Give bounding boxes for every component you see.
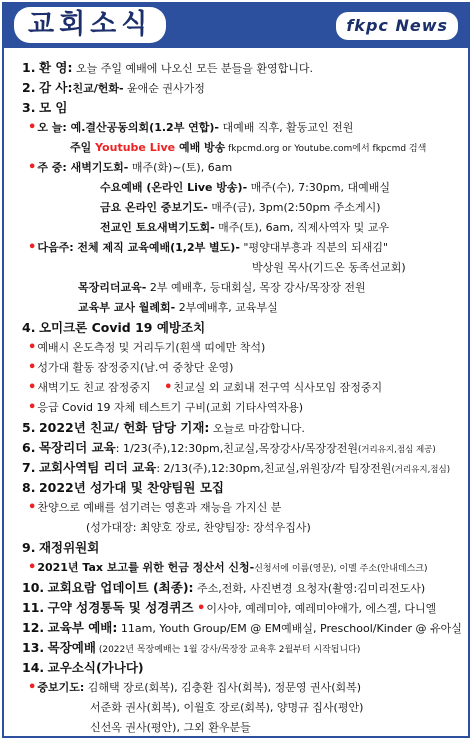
item-label: 환 영:: [38, 60, 73, 75]
item-label: 2022년 성가대 및 찬양팀원 모집: [38, 480, 224, 495]
item-label: 교우소식(가나다): [47, 660, 144, 675]
item-leader-education: [22, 438, 436, 460]
item-text: 성가대 활동 잠정중지(남.여 중창단 운영): [37, 361, 234, 374]
item-text: 매주(화)~(토), 6am: [128, 161, 233, 174]
item-text: 새벽기도 친교 잠정중지: [37, 381, 151, 394]
bullet-dot-icon: •: [164, 380, 173, 395]
item-bible-reading: [22, 598, 436, 619]
item-label: 목장리더교육-: [78, 281, 147, 294]
item-label: 구약 성경통독 및 성경퀴즈: [47, 600, 194, 615]
item-text: 2부예배후, 교육부실: [175, 301, 278, 314]
item-number: 7.: [22, 460, 36, 475]
item-number: 5.: [22, 420, 36, 435]
item-text: 김해택 장로(회복), 김충환 집사(회복), 정문영 권사(회복): [84, 681, 362, 694]
item-label: 중보기도:: [37, 681, 85, 694]
bullet-dot-icon: •: [28, 680, 37, 695]
leader-training: [78, 278, 366, 298]
item-text: 서준화 권사(회복), 이월호 장로(회복), 양명규 집사(평안): [90, 701, 364, 714]
meeting-next-week: [28, 238, 388, 258]
item-text: 오늘로 마감합니다.: [209, 422, 305, 435]
item-label: 재정위원회: [38, 540, 100, 555]
item-member-news: [22, 658, 144, 679]
youtube-live-label: Youtube Live: [95, 141, 176, 154]
bullet-dot-icon: •: [28, 160, 37, 175]
bullet-dot-icon: •: [28, 360, 37, 375]
item-label: 주 중: 새벽기도회-: [37, 161, 129, 174]
item-label-suffix: 예배 방송: [175, 141, 226, 154]
item-text: 예배시 온도측정 및 거리두기(흰색 띠에만 착석): [37, 341, 266, 354]
item-text: 11am, Youth Group/EM @ EM예배실, Preschool/Kinder @ 유아실: [117, 622, 462, 635]
item-welcome: [22, 58, 313, 79]
finance-tax: [28, 558, 428, 579]
choir-detail: [28, 498, 281, 518]
item-label: 오 늘: 예.결산공동의회(1.2부 연합)-: [37, 121, 219, 134]
item-cell-worship: [22, 638, 360, 660]
item-text: 신청서에 이름(영문), 이멜 주소(안내데스크): [254, 564, 428, 574]
item-label: 오미크론 Covid 19 예방조치: [38, 320, 206, 335]
item-label: 목장예배: [47, 640, 96, 655]
meeting-today: [28, 118, 353, 138]
item-text: 박상원 목사(기드온 동족선교회): [252, 261, 406, 274]
item-covid: [22, 318, 205, 339]
meeting-friday: [100, 198, 381, 218]
item-text: 매주(토), 6am, 직제사역자 및 교우: [214, 221, 390, 234]
item-text: "평양대부흥과 직분의 되새김": [239, 241, 389, 254]
item-fellowship: [22, 418, 305, 439]
item-number: 8.: [22, 480, 36, 495]
teacher-meeting: [78, 298, 278, 318]
item-note: (거리유지,점심 제공): [357, 445, 436, 455]
bullet-dot-icon: •: [28, 560, 37, 575]
item-directory: [22, 578, 425, 599]
item-label: 모 임: [38, 100, 68, 115]
item-text: 오늘 주일 예배에 나오신 모든 분들을 환영합니다.: [72, 62, 313, 75]
bullet-dot-icon: •: [197, 601, 206, 616]
item-text: 주소,전화, 사진변경 요청자(촬영:김미리전도사): [193, 582, 426, 595]
item-label: 전교인 토요새벽기도회-: [100, 221, 215, 234]
speaker-line: [252, 258, 406, 278]
item-text: 친교실 외 교회내 전구역 식사모임 잠정중지: [173, 381, 383, 394]
item-text: 찬양으로 예배를 섬기려는 영혼과 재능을 가지신 분: [37, 501, 282, 514]
item-note: (거리유지,점심): [391, 465, 451, 475]
item-label: 교육부 예배:: [47, 620, 118, 635]
item-education-worship: [22, 618, 462, 639]
item-number: 10.: [22, 580, 45, 595]
item-number: 2.: [22, 80, 36, 95]
item-text: 응급 Covid 19 자체 테스트기 구비(교회 기타사역자용): [37, 401, 304, 414]
meeting-wednesday: [100, 178, 390, 198]
youtube-live-line: [70, 138, 426, 159]
item-label: 교회요람 업데이트 (최종):: [47, 580, 194, 595]
item-text: 대예배 직후, 활동교인 전원: [219, 121, 354, 134]
header-banner: [4, 4, 468, 48]
item-number: 11.: [22, 600, 45, 615]
item-ministry-education: [22, 458, 450, 480]
bullet-dot-icon: •: [28, 380, 37, 395]
item-number: 1.: [22, 60, 36, 75]
covid-measure: [28, 398, 303, 418]
item-text: : 1/23(주),12:30pm,친교실,목장강사/목장장전원: [115, 442, 358, 455]
item-label: 교육부 교사 월례회-: [78, 301, 176, 314]
page-title: 교회소식: [14, 7, 166, 43]
item-number: 6.: [22, 440, 36, 455]
item-number: 12.: [22, 620, 45, 635]
item-text: 매주(수), 7:30pm, 대예배실: [247, 181, 391, 194]
item-label: 2021년 Tax 보고를 위한 헌금 정산서 신청-: [37, 561, 255, 574]
item-label: 주일: [70, 141, 96, 154]
item-text: 2부 예배후, 등대회실, 목장 강사/목장장 전원: [146, 281, 366, 294]
covid-measure: [28, 358, 233, 378]
bullet-dot-icon: •: [28, 500, 37, 515]
item-sublabel: 친교/헌화-: [72, 82, 124, 95]
item-label: 수요예배 (온라인 Live 방송)-: [100, 181, 248, 194]
item-label: 감 사:: [38, 80, 73, 95]
meeting-weekday: [28, 158, 232, 178]
item-text: 신선옥 권사(평안), 그외 환우분들: [90, 721, 251, 734]
item-number: 14.: [22, 660, 45, 675]
bullet-dot-icon: •: [28, 340, 37, 355]
covid-measure: [28, 338, 265, 358]
prayer-list-cont: [90, 718, 251, 738]
item-number: 3.: [22, 100, 36, 115]
bullet-dot-icon: •: [28, 400, 37, 415]
item-choir: [22, 478, 224, 499]
item-label: 금요 온라인 중보기도-: [100, 201, 208, 214]
item-meetings: [22, 98, 67, 119]
covid-measure: [28, 378, 382, 398]
item-label: 다음주: 전체 제직 교육예배(1,2부 별도)-: [37, 241, 240, 254]
item-thanks: [22, 78, 205, 99]
item-number: 13.: [22, 640, 45, 655]
item-text: : 2/13(주),12:30pm,친교실,위원장/각 팀장전원: [156, 462, 392, 475]
prayer-list: [28, 678, 361, 698]
bullet-dot-icon: •: [28, 240, 37, 255]
item-label: 교회사역팀 리더 교육: [38, 460, 157, 475]
item-text: (성가대장: 최양호 장로, 찬양팀장: 장석우집사): [86, 521, 311, 534]
bullet-dot-icon: •: [28, 120, 37, 135]
prayer-list-cont: [90, 698, 363, 718]
choir-contact: [86, 518, 311, 538]
item-number: 4.: [22, 320, 36, 335]
item-text: (2022년 목장예배는 1월 강사/목장장 교육후 2월부터 시작됩니다): [95, 645, 361, 655]
meeting-saturday: [100, 218, 389, 238]
item-text: 윤애순 권사가정: [123, 82, 205, 95]
item-text: fkpcmd.org or Youtube.com에서 fkpcmd 검색: [225, 144, 427, 154]
item-label: 2022년 친교/ 헌화 담당 기재:: [38, 420, 210, 435]
item-text: 이사야, 예레미야, 예레미야애가, 에스겔, 다니엘: [206, 602, 437, 615]
item-label: 목장리더 교육: [38, 440, 116, 455]
bulletin-frame: [2, 2, 470, 738]
item-finance: [22, 538, 99, 559]
news-badge: fkpc News: [336, 12, 458, 40]
item-number: 9.: [22, 540, 36, 555]
item-text: 매주(금), 3pm(2:50pm 주소게시): [207, 201, 381, 214]
